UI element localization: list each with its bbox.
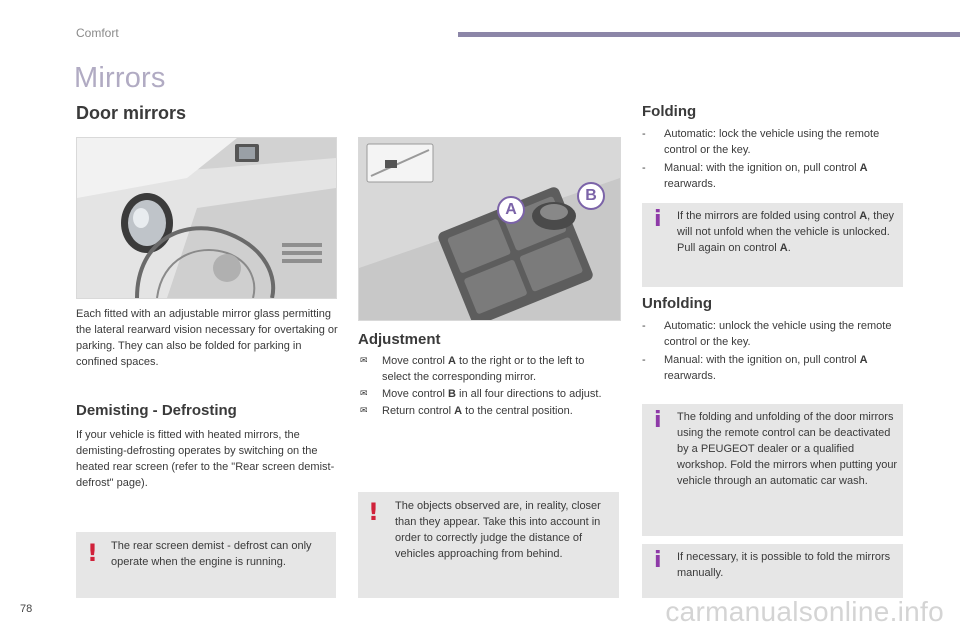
control-a-label: A	[497, 196, 525, 224]
folding-list	[642, 126, 902, 194]
unfolding-list	[642, 318, 902, 386]
manual-folding-info-text: If necessary, it is possible to fold the mirrors manually.	[677, 551, 891, 579]
adjustment-step-3: ✉ Return control A to the central position.	[360, 405, 573, 417]
watermark: carmanualsonline.info	[665, 596, 944, 627]
unfolding-manual: - Manual: with the ignition on, pull control A rearwards.	[642, 354, 868, 382]
adjustment-list	[358, 353, 608, 420]
exclamation-icon: !	[87, 539, 98, 567]
objects-closer-note	[358, 492, 619, 598]
door-mirrors-description: Each fitted with an adjustable mirror glass permitting the lateral rearward vision necessary for overtaking or parking. They can also be folded for parking in confined spaces.	[76, 308, 338, 368]
section-label: Comfort	[76, 26, 119, 40]
mirror-controls-illustration	[358, 137, 621, 321]
dash-bullet: -	[642, 128, 646, 140]
remote-folding-info	[642, 404, 903, 536]
folding-manual: - Manual: with the ignition on, pull control A rearwards.	[642, 162, 868, 190]
folded-mirrors-info-text: If the mirrors are folded using control A, they will not unfold when the vehicle is unlocked. Pull again on control A.	[677, 210, 895, 254]
control-b-label: B	[577, 182, 605, 210]
unfolding-heading: Unfolding	[642, 295, 712, 312]
dash-bullet: -	[642, 354, 646, 366]
adjustment-step-2: ✉ Move control B in all four directions to adjust.	[360, 388, 602, 400]
dash-bullet: -	[642, 162, 646, 174]
folding-heading: Folding	[642, 103, 697, 120]
car-interior-drawing	[77, 138, 336, 298]
demisting-heading: Demisting - Defrosting	[76, 402, 237, 419]
check-bullet-icon: ✉	[360, 356, 368, 366]
manual-folding-info	[642, 544, 903, 598]
check-bullet-icon: ✉	[360, 406, 368, 416]
folded-mirrors-info	[642, 203, 903, 287]
unfolding-automatic: - Automatic: unlock the vehicle using the remote control or the key.	[642, 320, 892, 348]
info-icon: i	[654, 408, 662, 433]
engine-running-note	[76, 532, 336, 598]
header-accent-bar	[458, 32, 960, 37]
info-icon: i	[654, 207, 662, 232]
adjustment-heading: Adjustment	[358, 331, 441, 348]
info-icon: i	[654, 548, 662, 573]
mirror-controls-drawing	[359, 138, 620, 320]
adjustment-step-1: ✉ Move control A to the right or to the left to select the corresponding mirror.	[360, 355, 585, 383]
door-mirrors-heading: Door mirrors	[76, 103, 187, 123]
demisting-text: If your vehicle is fitted with heated mirrors, the demisting-defrosting operates by switching on the heated rear screen (refer to the "Rear screen demist-defrost" page).	[76, 429, 335, 489]
page-number: 78	[20, 603, 33, 615]
exclamation-icon: !	[368, 498, 379, 526]
page-title: Mirrors	[74, 62, 166, 94]
objects-closer-note-text: The objects observed are, in reality, closer than they appear. Take this into account in order to correctly judge the distance of vehicles approaching from behind.	[395, 500, 601, 560]
engine-running-note-text: The rear screen demist - defrost can only operate when the engine is running.	[111, 540, 312, 568]
check-bullet-icon: ✉	[360, 389, 368, 399]
car-interior-illustration	[76, 137, 337, 299]
dash-bullet: -	[642, 320, 646, 332]
folding-automatic: - Automatic: lock the vehicle using the remote control or the key.	[642, 128, 880, 156]
remote-folding-info-text: The folding and unfolding of the door mirrors using the remote control can be deactivated by a PEUGEOT dealer or a qualified workshop. Fold the mirrors when putting your vehicle through an automatic car wash.	[677, 411, 898, 487]
